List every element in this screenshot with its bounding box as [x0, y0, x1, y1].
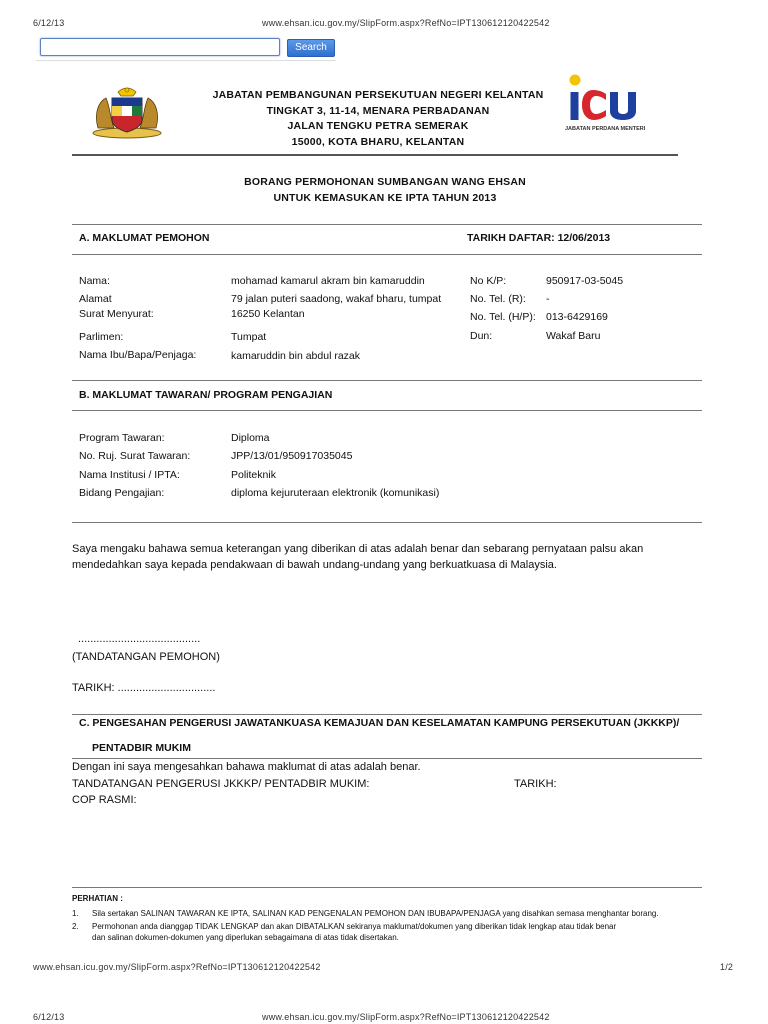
icu-logo-icon — [562, 72, 652, 122]
nama-label: Nama: — [79, 275, 110, 287]
letterhead-divider — [72, 154, 678, 156]
kp-label: No K/P: — [470, 275, 507, 287]
institusi-label: Nama Institusi / IPTA: — [79, 469, 180, 481]
footer-url: www.ehsan.icu.gov.my/SlipForm.aspx?RefNo=IPT130612120422542 — [33, 962, 321, 972]
section-divider — [72, 714, 702, 715]
note-text: Permohonan anda dianggap TIDAK LENGKAP dan akan DIBATALKAN sekiranya maklumat/dokumen yang diberikan tidak lengkap atau tidak benar — [92, 922, 617, 931]
next-page-url: www.ehsan.icu.gov.my/SlipForm.aspx?RefNo=IPT130612120422542 — [262, 1012, 550, 1022]
section-divider — [72, 224, 702, 225]
alamat-value-2: 16250 Kelantan — [231, 308, 305, 320]
signature-label: (TANDATANGAN PEMOHON) — [72, 651, 220, 663]
section-b-title: B. MAKLUMAT TAWARAN/ PROGRAM PENGAJIAN — [79, 389, 333, 401]
section-a-title: A. MAKLUMAT PEMOHON — [79, 232, 210, 244]
declaration-line: Saya mengaku bahawa semua keterangan yang diberikan di atas adalah benar dan sebarang pernyataan palsu akan — [72, 543, 644, 555]
nama-value: mohamad kamarul akram bin kamaruddin — [231, 275, 425, 287]
section-c-statement: Dengan ini saya mengesahkan bahawa maklumat di atas adalah benar. — [72, 761, 421, 773]
ruj-value: JPP/13/01/950917035045 — [231, 450, 353, 462]
icu-logo — [562, 72, 652, 138]
tel-r-value: - — [546, 293, 550, 305]
search-button[interactable]: Search — [287, 39, 335, 57]
registration-date: TARIKH DAFTAR: 12/06/2013 — [467, 232, 611, 244]
note-number: 1. — [72, 909, 79, 918]
kp-value: 950917-03-5045 — [546, 275, 624, 287]
page-number: 1/2 — [720, 962, 734, 972]
ibubapa-label: Nama Ibu/Bapa/Penjaga: — [79, 349, 197, 361]
ibubapa-value: kamaruddin bin abdul razak — [231, 350, 360, 362]
note-text-continued: dan salinan dokumen-dokumen yang diperlukan sebagaimana di atas tidak disertakan. — [92, 933, 399, 942]
tel-hp-value: 013-6429169 — [546, 311, 608, 323]
search-divider — [36, 60, 336, 61]
bidang-value: diploma kejuruteraan elektronik (komunikasi) — [231, 487, 440, 499]
dun-value: Wakaf Baru — [546, 330, 601, 342]
letterhead-line: JALAN TENGKU PETRA SEMERAK — [287, 120, 469, 132]
section-divider — [72, 410, 702, 411]
coat-of-arms-icon — [88, 84, 166, 140]
alamat-label: Alamat — [79, 293, 112, 305]
note-text: Sila sertakan SALINAN TAWARAN KE IPTA, SALINAN KAD PENGENALAN PEMOHON DAN IBUBAPA/PENJAGA yang disahkan semasa menghantar borang. — [92, 909, 659, 918]
bidang-label: Bidang Pengajian: — [79, 487, 165, 499]
dun-label: Dun: — [470, 330, 493, 342]
section-divider — [72, 758, 702, 759]
declaration-line: mendedahkan saya kepada pendakwaan di bawah undang-undang yang berkuatkuasa di Malaysia. — [72, 559, 557, 571]
section-c-title-2: PENTADBIR MUKIM — [92, 742, 191, 754]
print-date: 6/12/13 — [33, 18, 65, 28]
chairman-signature-label: TANDATANGAN PENGERUSI JKKKP/ PENTADBIR MUKIM: — [72, 778, 370, 790]
ruj-label: No. Ruj. Surat Tawaran: — [79, 450, 191, 462]
parlimen-value: Tumpat — [231, 331, 267, 343]
letterhead-line: 15000, KOTA BHARU, KELANTAN — [291, 135, 465, 148]
form-title-line: UNTUK KEMASUKAN KE IPTA TAHUN 2013 — [273, 192, 497, 204]
form-title — [160, 174, 610, 206]
form-title-line: BORANG PERMOHONAN SUMBANGAN WANG EHSAN — [244, 176, 526, 188]
program-value: Diploma — [231, 432, 270, 444]
alamat-value: 79 jalan puteri saadong, wakaf bharu, tumpat — [231, 293, 442, 305]
perhatian-title: PERHATIAN : — [72, 894, 123, 903]
declaration-text — [72, 541, 702, 573]
surat-menyurat-label: Surat Menyurat: — [79, 308, 154, 320]
icu-logo-subtitle: JABATAN PERDANA MENTERI — [565, 126, 646, 132]
search-input[interactable] — [40, 38, 280, 56]
letterhead-line: JABATAN PEMBANGUNAN PERSEKUTUAN NEGERI KELANTAN — [212, 89, 544, 101]
institusi-value: Politeknik — [231, 469, 276, 481]
notes-divider — [72, 887, 702, 888]
letterhead-address — [200, 88, 556, 150]
cop-rasmi-label: COP RASMI: — [72, 794, 137, 806]
section-c-tarikh-label: TARIKH: — [514, 778, 557, 790]
section-divider — [72, 522, 702, 523]
next-page-date: 6/12/13 — [33, 1012, 65, 1022]
tel-hp-label: No. Tel. (H/P): — [470, 311, 536, 323]
note-number: 2. — [72, 922, 79, 931]
section-divider — [72, 254, 702, 255]
parlimen-label: Parlimen: — [79, 331, 124, 343]
section-divider — [72, 380, 702, 381]
letterhead-line: TINGKAT 3, 11-14, MENARA PERBADANAN — [266, 104, 490, 117]
signature-line: ........................................ — [78, 633, 201, 645]
section-c-title: C. PENGESAHAN PENGERUSI JAWATANKUASA KEMAJUAN DAN KESELAMATAN KAMPUNG PERSEKUTUAN (JKKKP)/ — [79, 717, 680, 729]
program-label: Program Tawaran: — [79, 432, 165, 444]
tarikh-field: TARIKH: ................................ — [72, 682, 216, 694]
print-url: www.ehsan.icu.gov.my/SlipForm.aspx?RefNo=IPT130612120422542 — [262, 18, 550, 28]
tel-r-label: No. Tel. (R): — [470, 293, 526, 305]
